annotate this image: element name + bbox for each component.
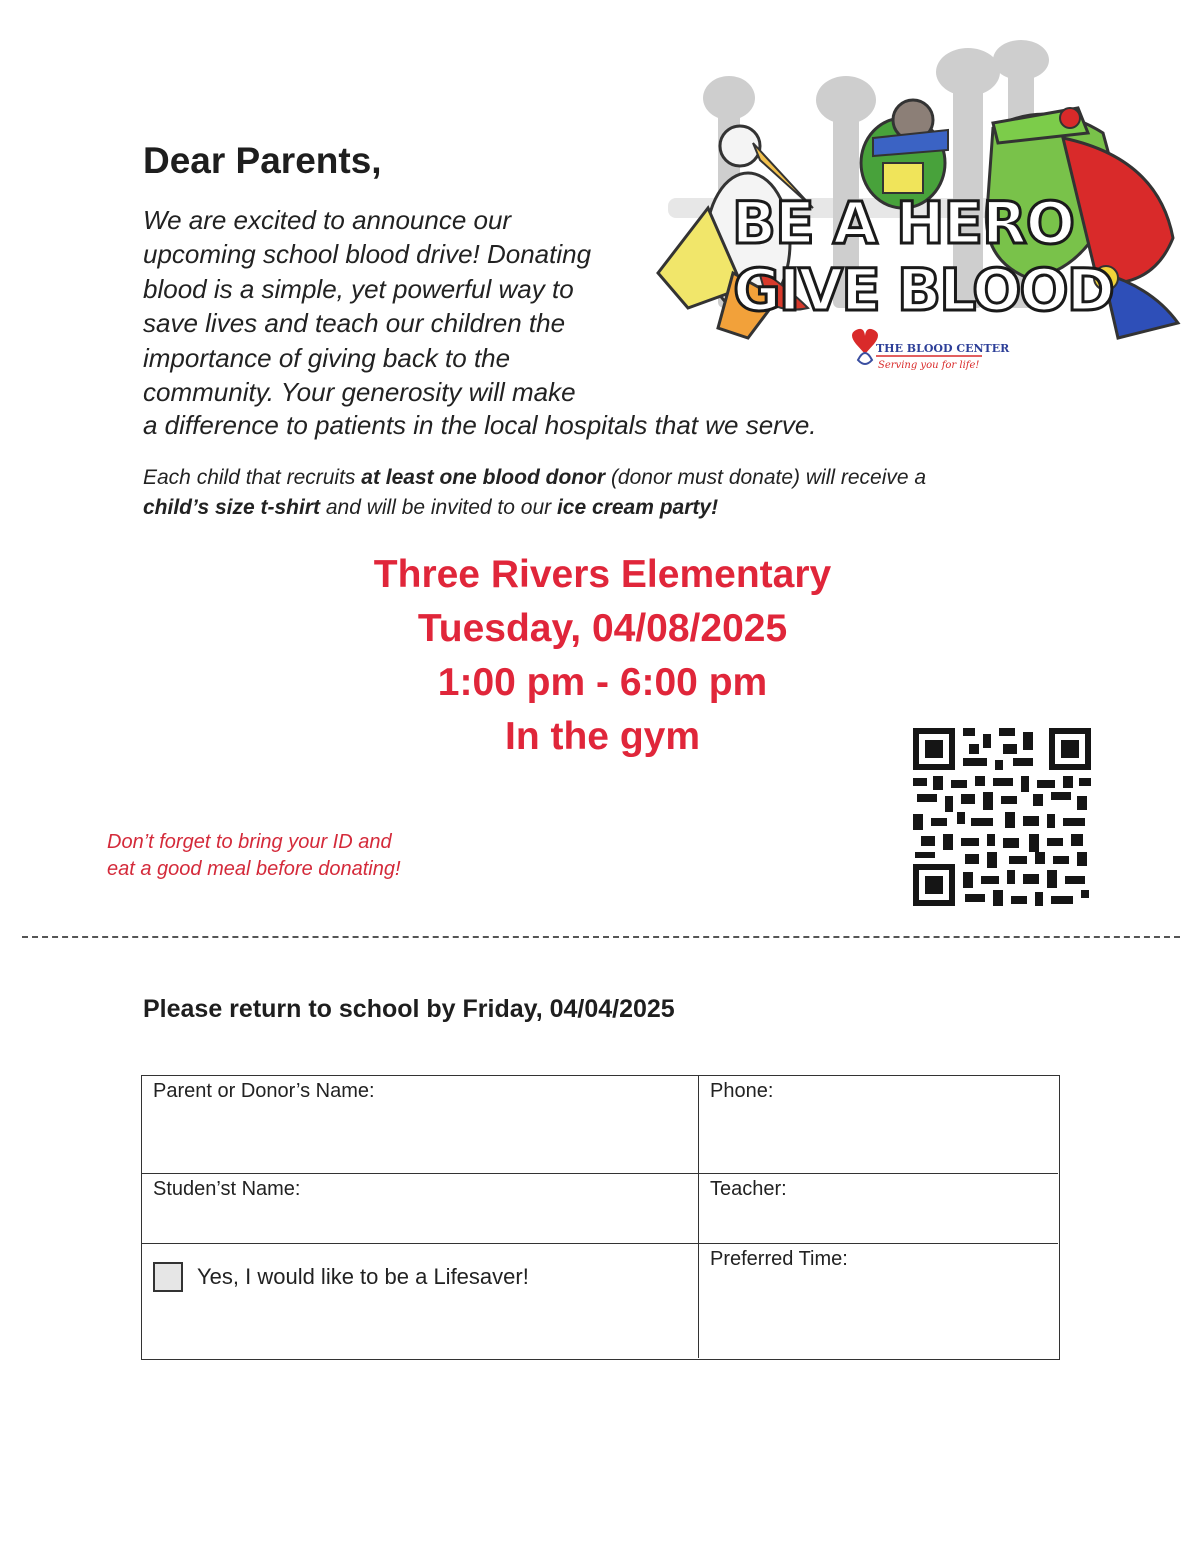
parent-name-label: Parent or Donor’s Name: bbox=[153, 1080, 375, 1102]
intro-last-line: a difference to patients in the local hospitals that we serve. bbox=[143, 410, 817, 440]
preferred-time-label: Preferred Time: bbox=[710, 1248, 848, 1270]
drop-icon bbox=[858, 353, 872, 364]
teacher-label: Teacher: bbox=[710, 1178, 787, 1200]
incentive-bold: ice cream party! bbox=[556, 496, 719, 519]
teacher-field[interactable] bbox=[699, 1174, 1058, 1244]
phone-label: Phone: bbox=[710, 1080, 774, 1102]
incentive-paragraph bbox=[143, 463, 1043, 523]
return-deadline: Please return to school by Friday, 04/04/2025 bbox=[143, 995, 675, 1023]
event-school: Three Rivers Elementary bbox=[373, 553, 832, 596]
intro-paragraph bbox=[143, 203, 643, 409]
org-tagline: Serving you for life! bbox=[878, 360, 980, 371]
intro-line: upcoming school blood drive! Donating bbox=[143, 239, 592, 270]
parent-name-field[interactable] bbox=[142, 1076, 699, 1174]
logo-line2: GIVE BLOOD bbox=[733, 256, 1113, 324]
phone-field[interactable] bbox=[699, 1076, 1058, 1174]
lifesaver-checkbox[interactable] bbox=[153, 1262, 183, 1292]
logo-line1: BE A HERO bbox=[731, 189, 1075, 257]
event-time: 1:00 pm - 6:00 pm bbox=[437, 661, 768, 704]
intro-line: importance of giving back to the bbox=[143, 342, 511, 373]
greeting-heading: Dear Parents, bbox=[143, 140, 382, 181]
reminder-line: eat a good meal before donating! bbox=[107, 858, 401, 880]
signup-form-table bbox=[141, 1075, 1060, 1360]
student-name-label: Studen’st Name: bbox=[153, 1178, 301, 1200]
student-name-field[interactable] bbox=[142, 1174, 699, 1244]
intro-line: blood is a simple, yet powerful way to bbox=[143, 273, 574, 304]
tear-off-divider bbox=[22, 936, 1180, 938]
incentive-text: Each child that recruits bbox=[143, 466, 362, 489]
org-name: THE BLOOD CENTER bbox=[876, 342, 1010, 355]
lifesaver-label: Yes, I would like to be a Lifesaver! bbox=[197, 1264, 529, 1289]
reminder-line: Don’t forget to bring your ID and bbox=[107, 831, 392, 853]
intro-line: save lives and teach our children the bbox=[143, 308, 566, 339]
be-a-hero-logo bbox=[648, 38, 1188, 378]
qr-code-icon bbox=[913, 728, 1091, 906]
preferred-time-field[interactable] bbox=[699, 1244, 1058, 1358]
incentive-text: (donor must donate) will receive a bbox=[605, 466, 927, 489]
intro-line: community. Your generosity will make bbox=[143, 377, 576, 408]
qr-code[interactable] bbox=[913, 728, 1091, 906]
incentive-text: and will be invited to our bbox=[320, 496, 557, 519]
hero-logo-illustration bbox=[648, 38, 1188, 378]
heart-icon bbox=[852, 329, 878, 354]
intro-line: We are excited to announce our bbox=[143, 205, 512, 235]
event-location: In the gym bbox=[504, 715, 701, 758]
incentive-bold: child’s size t-shirt bbox=[143, 496, 320, 519]
lifesaver-cell bbox=[142, 1244, 699, 1358]
reminder-note bbox=[107, 829, 401, 883]
event-date: Tuesday, 04/08/2025 bbox=[417, 607, 788, 650]
event-details bbox=[300, 548, 905, 764]
incentive-bold: at least one blood donor bbox=[361, 466, 606, 489]
